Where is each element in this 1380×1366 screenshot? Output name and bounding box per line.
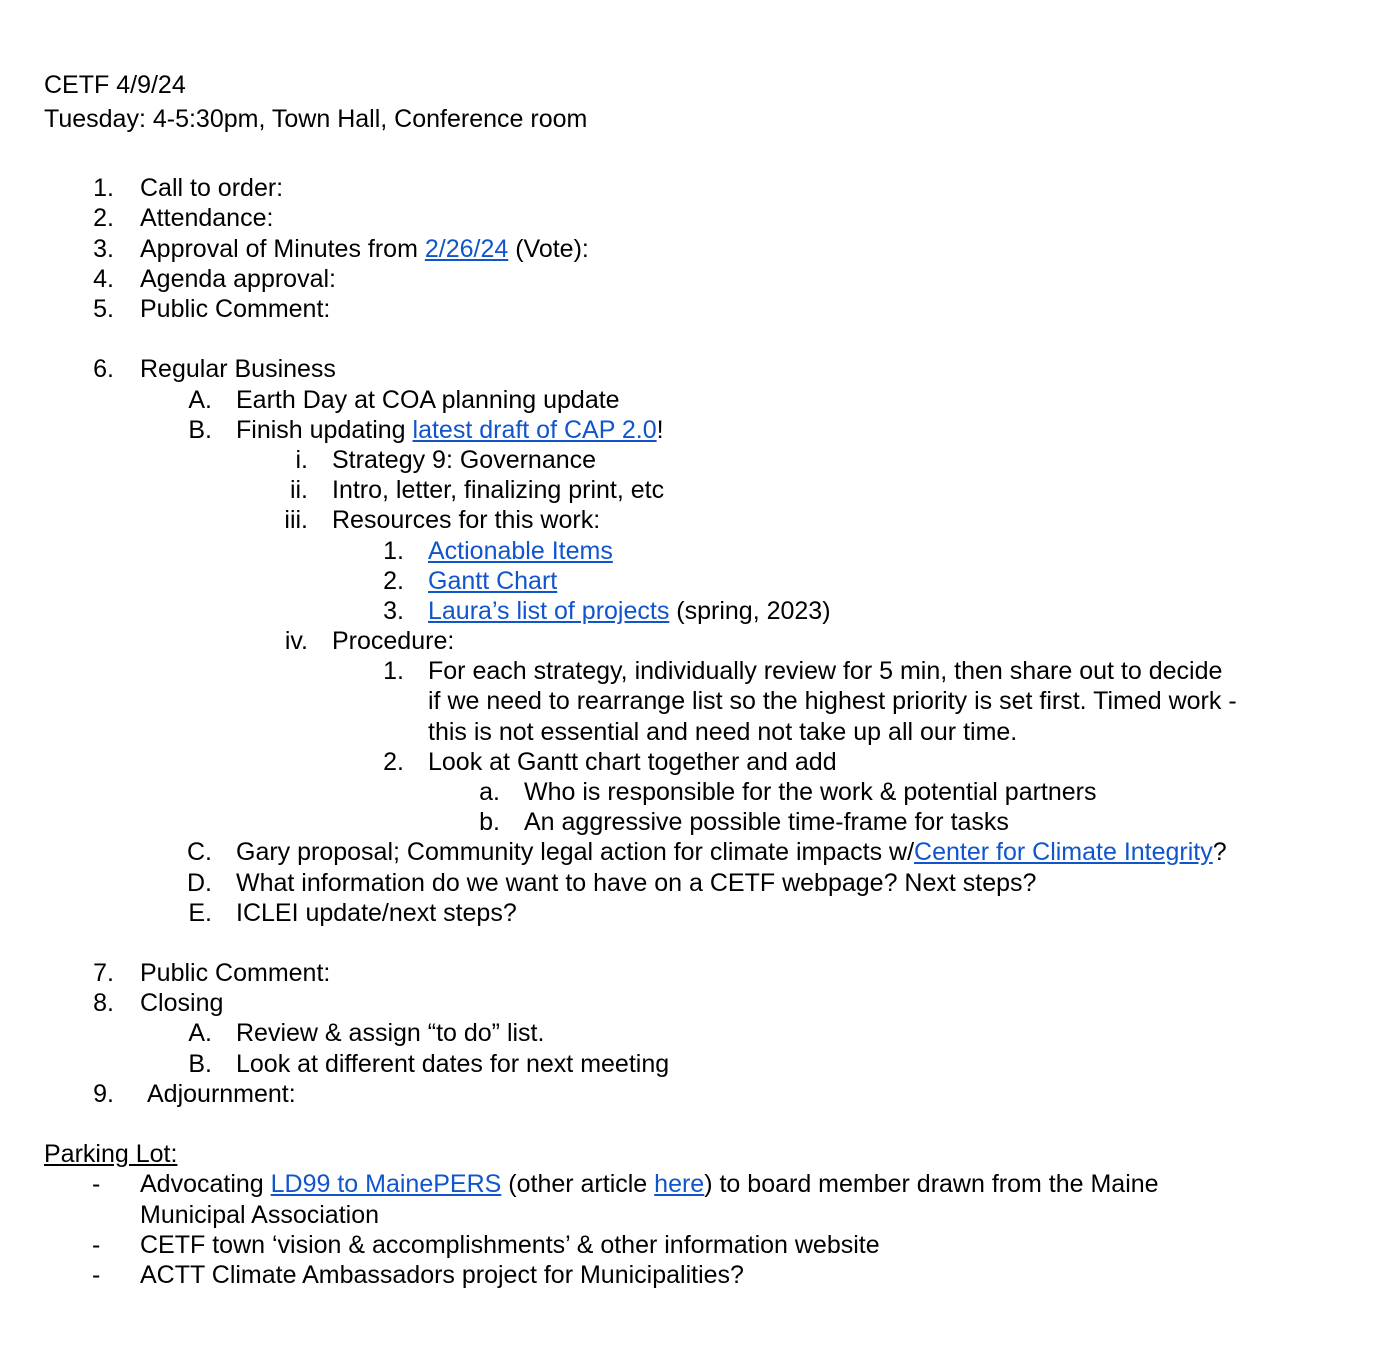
item-number: B. — [188, 416, 212, 444]
resource-item — [428, 536, 613, 566]
item-number: 9. — [93, 1080, 114, 1108]
item-number: A. — [188, 386, 212, 414]
item-text: ? — [1212, 838, 1227, 866]
agenda-item-public-comment: Public Comment: — [140, 295, 331, 323]
item-number: 1. — [383, 657, 404, 685]
lauras-list-link[interactable]: Laura’s list of projects — [428, 597, 670, 625]
item-text: (spring, 2023) — [669, 597, 831, 625]
item-text: ) to board member drawn from the Maine — [704, 1170, 1159, 1198]
item-number: 7. — [93, 959, 114, 987]
procedure-step-gantt: Look at Gantt chart together and add — [428, 748, 837, 776]
bullet-dash: - — [92, 1231, 101, 1259]
procedure-step-line: if we need to rearrange list so the highest priority is set first. Timed work - — [428, 687, 1237, 715]
agenda-item-approval-minutes — [140, 234, 589, 264]
gantt-subitem: Who is responsible for the work & potential partners — [524, 778, 1097, 806]
subitem-iclei: ICLEI update/next steps? — [236, 899, 517, 927]
parking-item-actt: ACTT Climate Ambassadors project for Municipalities? — [140, 1261, 744, 1289]
agenda-item-adjournment: Adjournment: — [147, 1080, 296, 1108]
item-text: (Vote): — [508, 235, 589, 263]
subitem-procedure: Procedure: — [332, 627, 455, 655]
parking-item-website: CETF town ‘vision & accomplishments’ & other information website — [140, 1231, 880, 1259]
parking-lot-heading: Parking Lot: — [44, 1140, 178, 1168]
subitem-webpage: What information do we want to have on a CETF webpage? Next steps? — [236, 869, 1037, 897]
procedure-step-line: this is not essential and need not take up all our time. — [428, 718, 1018, 746]
subitem-finish-updating — [236, 415, 664, 445]
procedure-step-line: For each strategy, individually review for 5 min, then share out to decide — [428, 657, 1223, 685]
subitem-intro-letter: Intro, letter, finalizing print, etc — [332, 476, 665, 504]
item-number: 2. — [383, 567, 404, 595]
item-number: A. — [188, 1019, 212, 1047]
agenda-item-public-comment-2: Public Comment: — [140, 959, 331, 987]
item-number: E. — [188, 899, 212, 927]
item-number: i. — [295, 446, 308, 474]
parking-item-ld99 — [140, 1169, 1159, 1199]
item-number: b. — [479, 808, 500, 836]
item-number: 6. — [93, 355, 114, 383]
agenda-item-regular-business: Regular Business — [140, 355, 336, 383]
meeting-title: CETF 4/9/24 — [44, 71, 186, 99]
actionable-items-link[interactable]: Actionable Items — [428, 537, 613, 565]
item-number: D. — [187, 869, 212, 897]
agenda-item-call-to-order: Call to order: — [140, 174, 284, 202]
item-number: 1. — [93, 174, 114, 202]
agenda-item-closing: Closing — [140, 989, 224, 1017]
subitem-strategy-9: Strategy 9: Governance — [332, 446, 597, 474]
subitem-resources: Resources for this work: — [332, 506, 601, 534]
here-link[interactable]: here — [654, 1170, 705, 1198]
item-number: 8. — [93, 989, 114, 1017]
item-number: 2. — [93, 204, 114, 232]
agenda-item-agenda-approval: Agenda approval: — [140, 265, 336, 293]
subitem-earth-day: Earth Day at COA planning update — [236, 386, 620, 414]
item-number: 5. — [93, 295, 114, 323]
item-number: 1. — [383, 537, 404, 565]
item-number: 3. — [383, 597, 404, 625]
bullet-dash: - — [92, 1261, 101, 1289]
agenda-item-attendance: Attendance: — [140, 204, 274, 232]
item-number: B. — [188, 1050, 212, 1078]
bullet-dash: - — [92, 1170, 101, 1198]
item-text: Gary proposal; Community legal action for climate impacts w/ — [236, 838, 915, 866]
item-number: C. — [187, 838, 212, 866]
subitem-todo-list: Review & assign “to do” list. — [236, 1019, 545, 1047]
meeting-time-location: Tuesday: 4-5:30pm, Town Hall, Conference room — [44, 105, 588, 133]
resource-item — [428, 566, 557, 596]
climate-integrity-link[interactable]: Center for Climate Integrity — [914, 838, 1213, 866]
item-text: Advocating — [140, 1170, 271, 1198]
item-number: iv. — [284, 627, 308, 655]
subitem-gary-proposal — [236, 837, 1227, 867]
cap-draft-link[interactable]: latest draft of CAP 2.0 — [412, 416, 657, 444]
item-text: Approval of Minutes from — [140, 235, 425, 263]
item-number: ii. — [289, 476, 308, 504]
item-number: 3. — [93, 235, 114, 263]
item-number: a. — [479, 778, 500, 806]
item-number: iii. — [284, 506, 308, 534]
item-text: (other article — [501, 1170, 655, 1198]
item-text: ! — [656, 416, 664, 444]
minutes-link[interactable]: 2/26/24 — [424, 235, 509, 263]
ld99-link[interactable]: LD99 to MainePERS — [270, 1170, 502, 1198]
item-number: 4. — [93, 265, 114, 293]
item-text: Finish updating — [236, 416, 413, 444]
item-number: 2. — [383, 748, 404, 776]
gantt-subitem: An aggressive possible time-frame for tasks — [524, 808, 1009, 836]
resource-item — [428, 596, 831, 626]
parking-item-ld99-continued: Municipal Association — [140, 1201, 380, 1229]
subitem-next-meeting: Look at different dates for next meeting — [236, 1050, 670, 1078]
gantt-chart-link[interactable]: Gantt Chart — [428, 567, 558, 595]
